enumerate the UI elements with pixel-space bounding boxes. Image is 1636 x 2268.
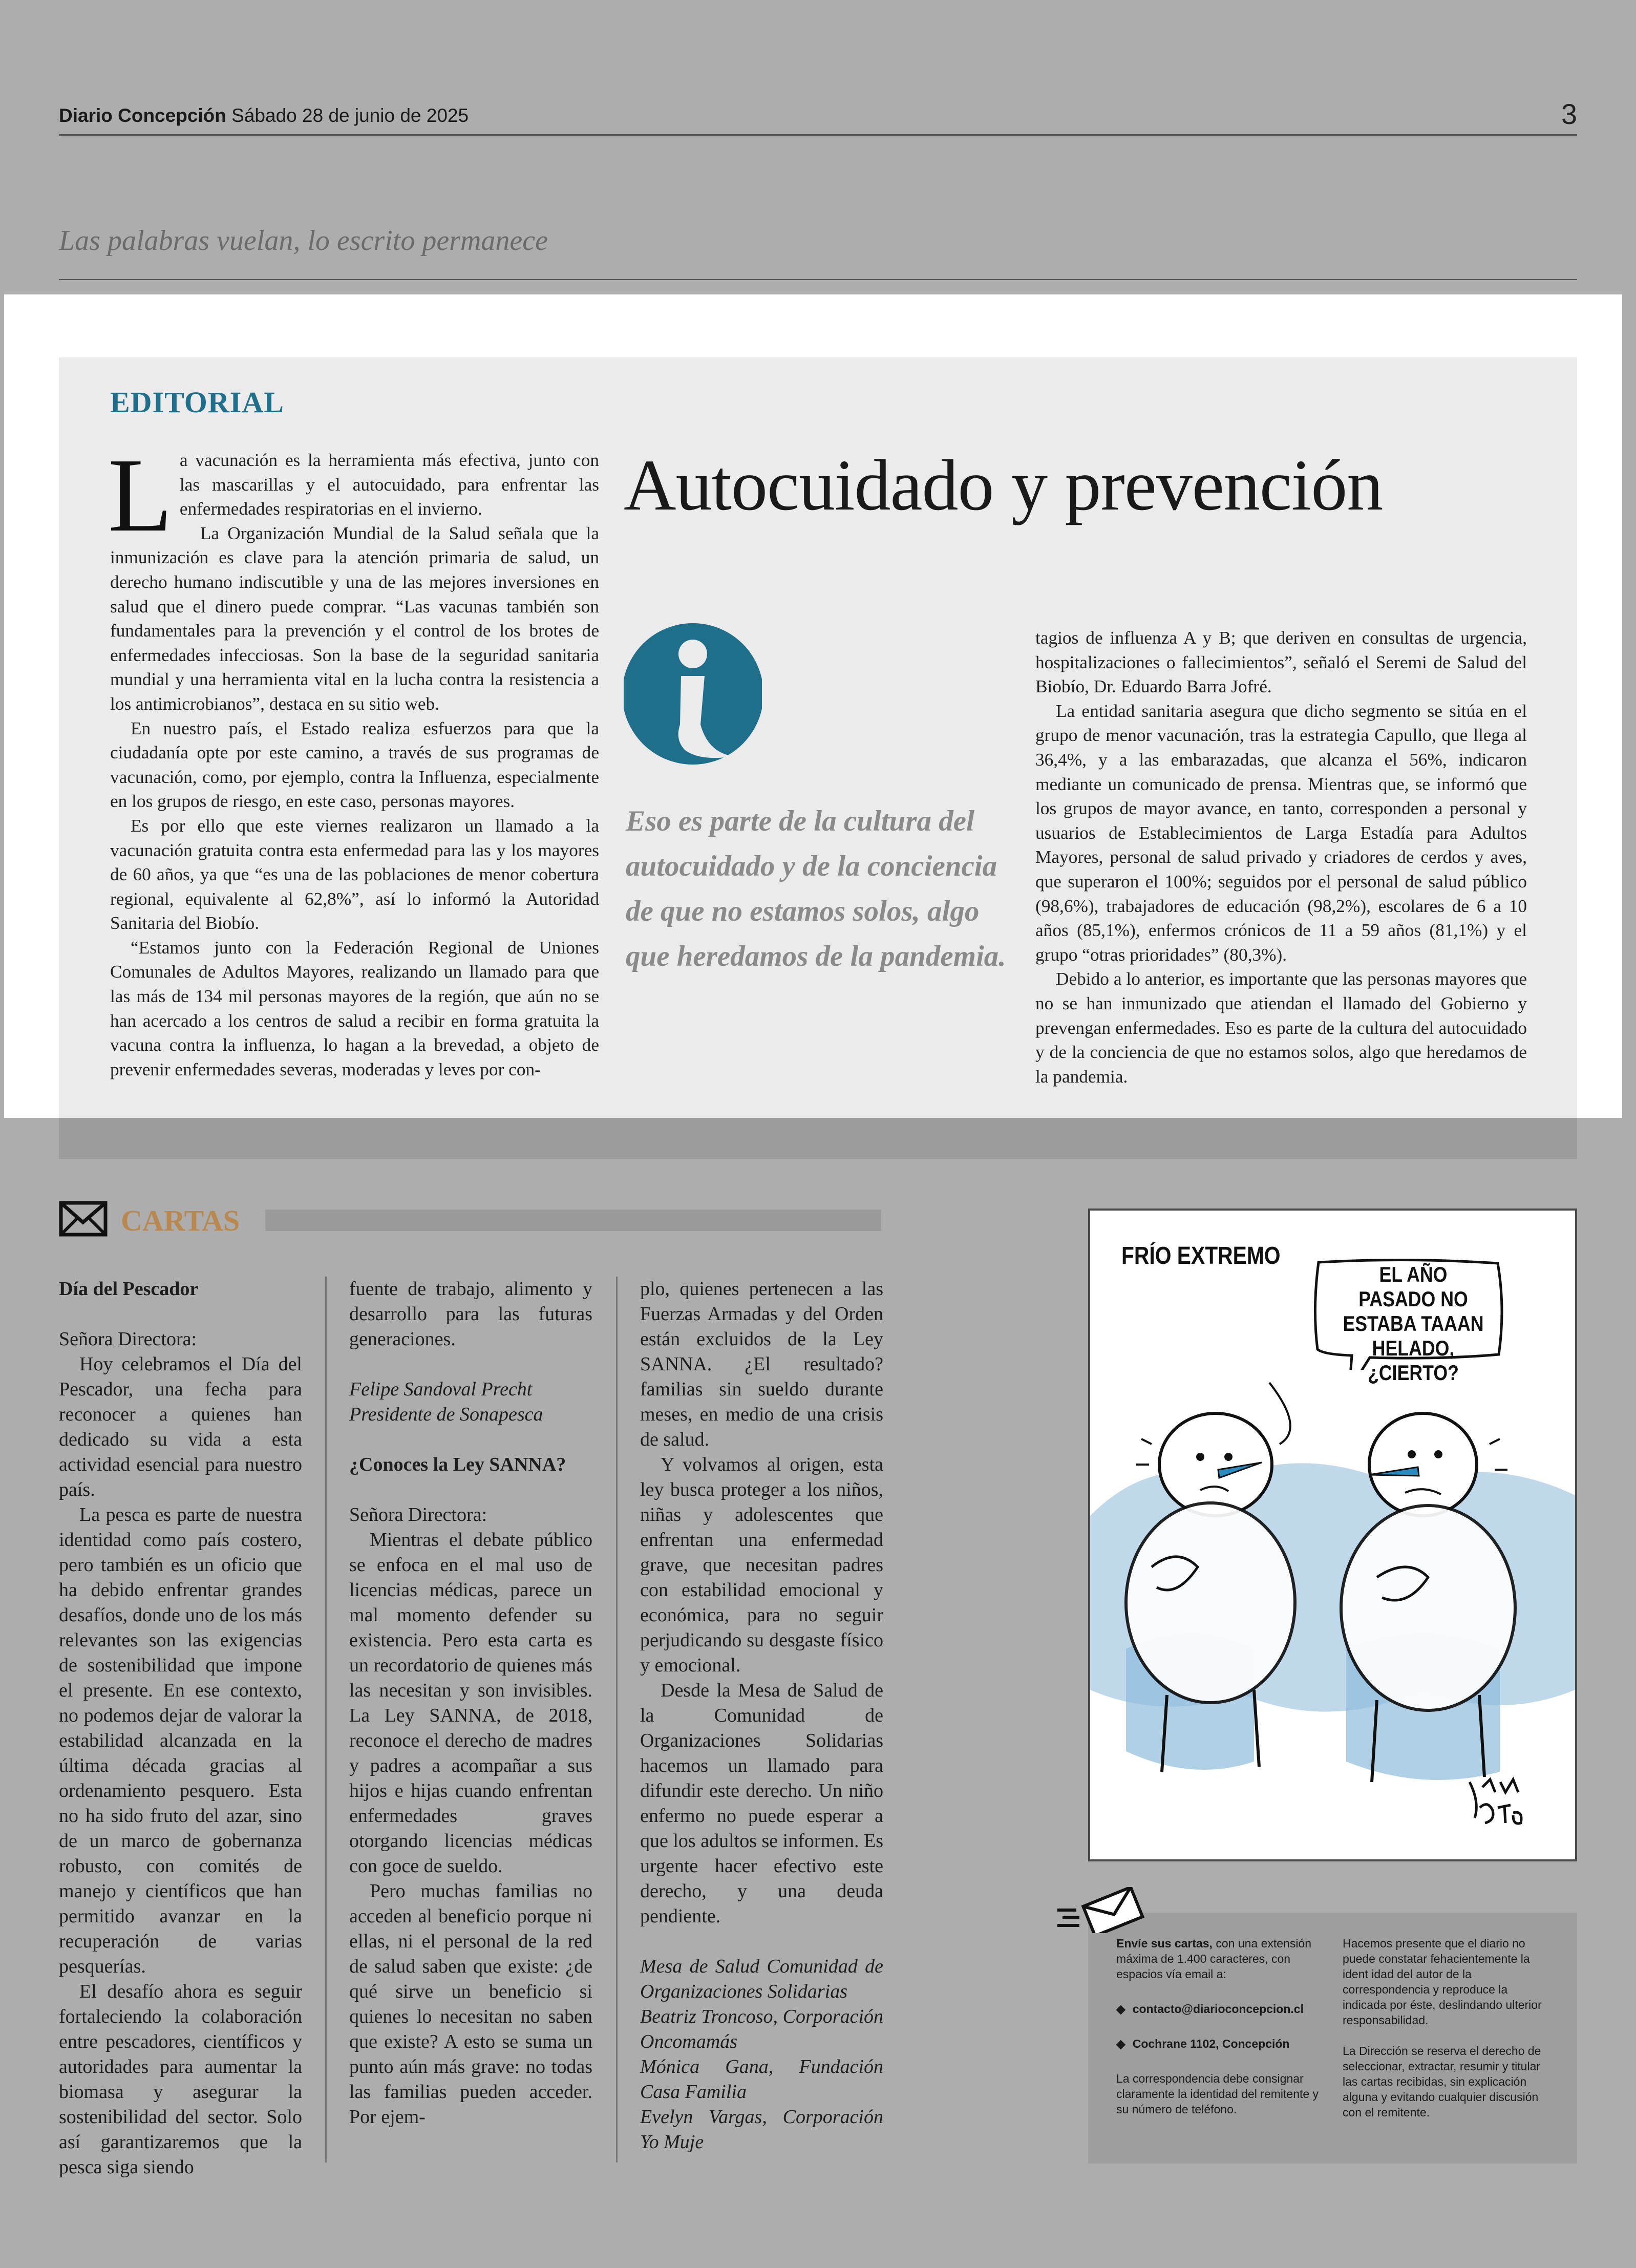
page-number: 3 [1561, 98, 1577, 130]
pull-quote: Eso es parte de la cultura del autocuidado y de la conciencia de que no estamos solos, algo que heredamos de la pandemia. [626, 805, 1006, 972]
motto-rule [59, 279, 1577, 280]
letters-column-3 [640, 1277, 883, 2155]
letter-paragraph: Mientras el debate público se enfoca en el mal uso de licencias médicas, parece un mal momento defender su existencia. Pero esta carta es un recordatorio de quienes más las necesitan y son invisibles. La Ley SANNA, de 2018, reconoce el derecho de madres y padres a acompañar a sus hijos e hijas cuando enfrentan enfermedades graves otorgando licencias médicas con goce de sueldo. [349, 1529, 592, 1877]
cartoon-title: FRÍO EXTREMO [1121, 1242, 1281, 1269]
letter-signature: Mónica Gana, Fundación Casa Familia [640, 2056, 883, 2103]
letter-paragraph: Y volvamos al origen, esta ley busca proteger a los niños, niñas y adolescentes que enfrentan una enfermedad grave, que necesitan padres con estabilidad emocional y económica, para no seguir perjudicando su desgaste físico y emocional. [640, 1454, 883, 1676]
letter-signature: Beatriz Troncoso, Corporación Oncomamás [640, 2006, 883, 2052]
send-mail-icon [1055, 1887, 1144, 1933]
editorial-paragraph: Debido a lo anterior, es importante que las personas mayores que no se han inmunizado que atiendan el llamado del Gobierno y prevengan enfermedades. Eso es parte de la cultura del autocuidado y de la conciencia de que no estamos solos, algo que heredamos de la pandemia. [1035, 969, 1527, 1087]
letter-signature: Evelyn Vargas, Corporación Yo Muje [640, 2106, 883, 2153]
contact-email[interactable]: ◆ contacto@diarioconcepcion.cl [1116, 2001, 1331, 2017]
editorial-box-shade [59, 1118, 1577, 1159]
column-divider [325, 1277, 327, 2163]
speech-text: EL AÑO PASADO NO ESTABA TAAAN HELADO, ¿CIERTO? [1343, 1262, 1484, 1385]
editorial-paragraph: tagios de influenza A y B; que deriven en consultas de urgencia, hospitalizaciones o fallecimientos”, señaló el Seremi de Salud del Biobío, Dr. Eduardo Barra Jofré. [1035, 628, 1527, 697]
editorial-paragraph: En nuestro país, el Estado realiza esfuerzos para que la ciudadanía opte por este camino, a través de sus programas de vacunación, como, por ejemplo, contra la Influenza, especialmente en los grupos de riesgo, en este caso, personas mayores. [110, 718, 599, 812]
contact-instructions [1116, 1936, 1331, 2117]
section-motto: Las palabras vuelan, lo escrito permanece [59, 225, 548, 257]
cartoonist-signature [1464, 1772, 1526, 1828]
editorial-label: EDITORIAL [110, 386, 284, 419]
letter-paragraph: Pero muchas familias no acceden al beneficio porque ni ellas, ni el personal de la red de salud saben que existe: ¿de qué sirve un beneficio si quienes lo necesitan no saben que existe? A esto se suma un punto aún más grave: no todas las familias pueden acceder. Por ejem- [349, 1880, 592, 2128]
editorial-paragraph: La Organización Mundial de la Salud señala que la inmunización es clave para la atención primaria de salud, un derecho humano indiscutible y una de las mejores inversiones en salud que el dinero puede comprar. “Las vacunas también son fundamentales para la prevención y el control de los brotes de enfermedades infecciosas. Son la base de la seguridad sanitaria mundial y una herramienta vital en la lucha contra la resistencia a los antimicrobianos”, destaca en su sitio web. [110, 523, 599, 714]
letter-paragraph: Hoy celebramos el Día del Pescador, una fecha para reconocer a quienes han dedicado su vida a esta actividad esencial para nuestro país. [59, 1353, 302, 1500]
editorial-column-3 [1035, 626, 1527, 1089]
paper-name: Diario Concepción [59, 105, 226, 126]
info-icon [624, 622, 762, 766]
letter-signature: Felipe Sandoval Precht [349, 1379, 533, 1400]
contact-note: La correspondencia debe consignar claramente la identidad del remitente y su número de teléfono. [1116, 2072, 1319, 2116]
issue-date: Sábado 28 de junio de 2025 [231, 105, 469, 126]
letters-column-2 [349, 1277, 592, 2130]
editorial-paragraph: Es por ello que este viernes realizaron un llamado a la vacunación gratuita contra esta enfermedad para las y los mayores de 60 años, ya que “es una de las poblaciones de menor cobertura regional, equivalente al 62,8%”, así lo informó la Autoridad Sanitaria del Biobío. [110, 815, 599, 934]
editorial-paragraph: La entidad sanitaria asegura que dicho segmento se sitúa en el grupo de menor vacunación, tras la estrategia Capullo, que llega al 36,4%, y a las embarazadas, que alcanza el 56%, indicaron mediante un comunicado de prensa. Mientras que, se informó que los grupos de mayor avance, en tanto, corresponden a personal y usuarios de Establecimientos de Larga Estadía para Adultos Mayores, personal de salud privado y criadores de cerdos y aves, que superaron el 100%; seguidos por el personal de salud público (98,6%), trabajadores de educación (98,2%), escolares de 6 a 10 años (85,1%), enfermos crónicos de 11 a 59 años (81,1%) y el grupo “otras prioridades” (80,3%). [1035, 701, 1527, 965]
letter-salutation: Señora Directora: [349, 1504, 487, 1525]
contact-intro: Envíe sus cartas, con una extensión máxima de 1.400 caracteres, con espacios vía email a: [1116, 1937, 1312, 1981]
letter-title: ¿Conoces la Ley SANNA? [349, 1454, 566, 1475]
letter-paragraph: fuente de trabajo, alimento y desarrollo para las futuras generaciones. [349, 1278, 592, 1350]
drop-cap: L [108, 436, 173, 554]
letter-salutation: Señora Directora: [59, 1328, 197, 1350]
letter-signature: Mesa de Salud Comunidad de Organizaciones Solidarias [640, 1956, 883, 2002]
disclaimer: Hacemos presente que el diario no puede constatar fehacientemente la ident idad del autor de la correspondencia y reproduce la indicada por éste, deslindando ulterior responsabilidad. [1343, 1937, 1542, 2027]
cartas-label: CARTAS [121, 1204, 240, 1237]
editorial-paragraph: La vacunación es la herramienta más efectiva, junto con las mascarillas y el autocuidado, para enfrentar las enfermedades respiratorias en el invierno. [108, 436, 599, 554]
header-rule [59, 134, 1577, 136]
letter-title: Día del Pescador [59, 1278, 199, 1300]
envelope-icon [59, 1201, 108, 1237]
editorial-column-1 [108, 436, 599, 1082]
letter-paragraph: El desafío ahora es seguir fortaleciendo la colaboración entre pescadores, científicos y autoridades para aumentar la biomasa y asegurar la sostenibilidad del sector. Solo así garantizaremos que la pesca siga siendo [59, 1981, 302, 2178]
letter-paragraph: La pesca es parte de nuestra identidad como país costero, pero también es un oficio que ha debido enfrentar grandes desafíos, donde uno de los más relevantes son las exigencias de sostenibilidad que impone el presente. En ese contexto, no podemos dejar de valorar la estabilidad alcanzada en la última década gracias al ordenamiento pesquero. Esta no ha sido fruto del azar, sino de un marco de gobernanza robusto, con comités de manejo y científicos que han permitido avanzar en la recuperación de varias pesquerías. [59, 1504, 302, 1977]
letter-paragraph: plo, quienes pertenecen a las Fuerzas Armadas y del Orden están excluidos de la Ley SANNA. ¿El resultado? familias sin sueldo durante meses, en medio de una crisis de salud. [640, 1278, 883, 1450]
column-divider [616, 1277, 618, 2163]
contact-disclaimers [1343, 1936, 1553, 2120]
letter-paragraph: Desde la Mesa de Salud de la Comunidad de Organizaciones Solidarias hacemos un llamado para difundir este derecho. Un niño enfermo no puede esperar a que los adultos se informen. Es urgente hacer efectivo este derecho, y una deuda pendiente. [640, 1680, 883, 1927]
disclaimer: La Dirección se reserva el derecho de seleccionar, extractar, resumir y titular las cartas recibidas, sin explicación alguna y evitando cualquier discusión con el remitente. [1343, 2044, 1541, 2119]
letter-signature: Presidente de Sonapesca [349, 1404, 543, 1425]
cartas-bar [265, 1210, 881, 1231]
contact-address: ◆ Cochrane 1102, Concepción [1116, 2036, 1331, 2051]
editorial-paragraph: “Estamos junto con la Federación Regional de Uniones Comunales de Adultos Mayores, realizando un llamado para que las más de 134 mil personas mayores de la región, que aún no se han acercado a los centros de salud a recibir en forma gratuita la vacuna contra la influenza, lo hagan a la brevedad, a objeto de prevenir enfermedades severas, moderadas y leves por con- [110, 937, 599, 1079]
masthead [59, 105, 469, 126]
letters-column-1 [59, 1277, 302, 2180]
editorial-headline: Autocuidado y prevención [624, 444, 1383, 525]
